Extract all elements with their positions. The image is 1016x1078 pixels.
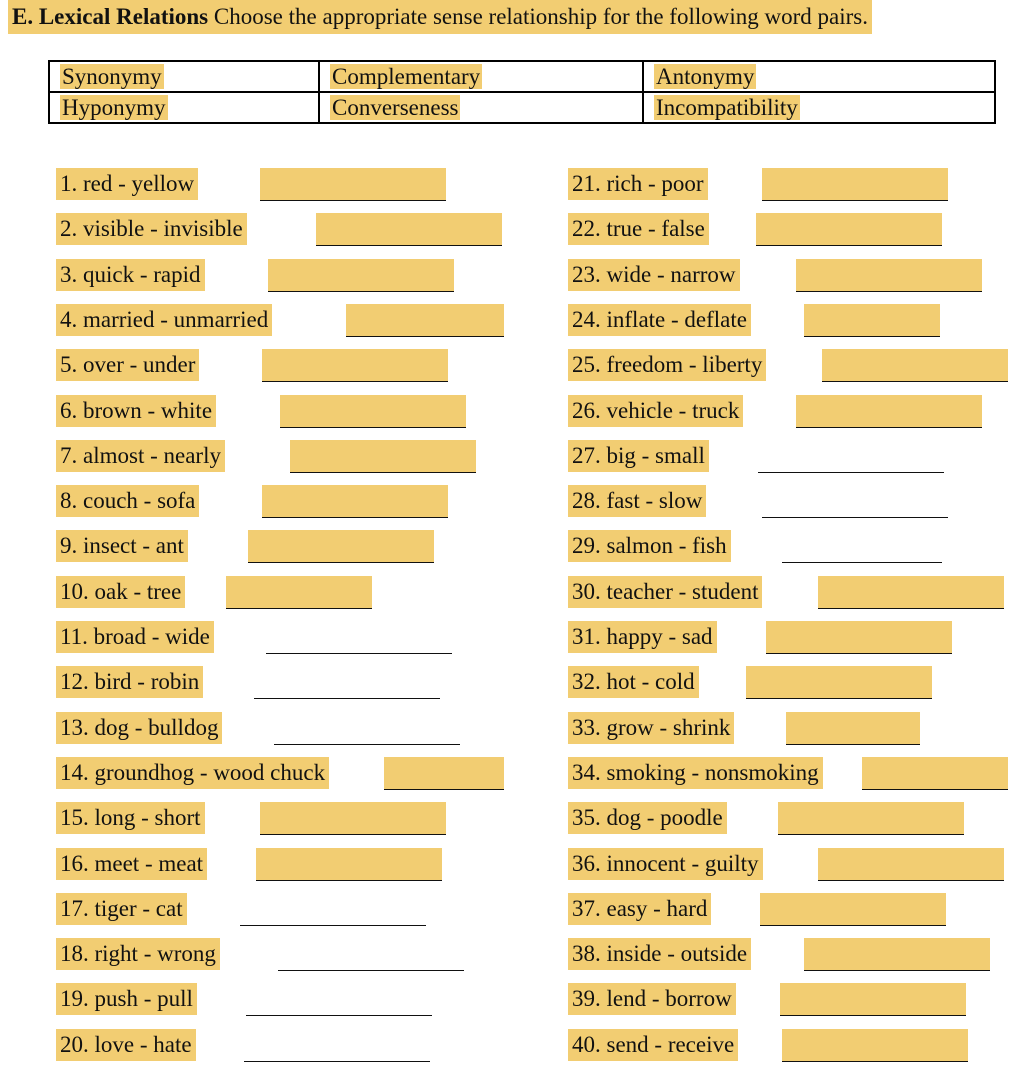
relations-choice-table: [48, 60, 996, 124]
left-answer-blank-6[interactable]: [280, 395, 466, 428]
right-word-pair-5: 25. freedom - liberty: [568, 349, 766, 381]
right-answer-blank-6[interactable]: [796, 395, 982, 428]
right-answer-blank-19[interactable]: [780, 983, 966, 1016]
right-answer-blank-9[interactable]: [782, 530, 942, 563]
left-word-pair-7: 7. almost - nearly: [56, 440, 225, 472]
left-answer-blank-20[interactable]: [244, 1029, 430, 1062]
left-word-pair-5: 5. over - under: [56, 349, 199, 381]
left-word-pair-2: 2. visible - invisible: [56, 213, 247, 245]
left-word-pair-19: 19. push - pull: [56, 983, 197, 1015]
choice-synonymy: Synonymy: [62, 64, 162, 89]
right-answer-blank-1[interactable]: [762, 168, 948, 201]
left-word-pair-1: 1. red - yellow: [56, 168, 198, 200]
left-word-pair-10: 10. oak - tree: [56, 576, 185, 608]
left-answer-blank-5[interactable]: [262, 349, 448, 382]
left-answer-blank-12[interactable]: [254, 666, 440, 699]
left-answer-blank-7[interactable]: [290, 440, 476, 473]
exercise-label: E. Lexical Relations: [12, 4, 209, 29]
exercise-instruction: Choose the appropriate sense relationship for the following word pairs.: [208, 4, 868, 29]
left-word-pair-12: 12. bird - robin: [56, 666, 203, 698]
choice-cell: [643, 92, 995, 123]
right-answer-blank-15[interactable]: [778, 802, 964, 835]
choice-complementary: Complementary: [332, 64, 481, 89]
right-answer-blank-5[interactable]: [822, 349, 1008, 382]
left-answer-blank-4[interactable]: [346, 304, 504, 337]
right-word-pair-13: 33. grow - shrink: [568, 712, 734, 744]
right-answer-blank-4[interactable]: [804, 304, 940, 337]
right-word-pair-15: 35. dog - poodle: [568, 802, 727, 834]
left-word-pair-9: 9. insect - ant: [56, 530, 188, 562]
right-answer-blank-11[interactable]: [766, 621, 952, 654]
choice-cell: [49, 61, 319, 92]
left-word-pair-16: 16. meet - meat: [56, 848, 207, 880]
right-word-pair-16: 36. innocent - guilty: [568, 848, 763, 880]
left-answer-blank-9[interactable]: [248, 530, 434, 563]
right-answer-blank-12[interactable]: [746, 666, 932, 699]
choice-cell: [319, 61, 643, 92]
right-word-pair-12: 32. hot - cold: [568, 666, 699, 698]
right-answer-blank-13[interactable]: [786, 712, 920, 745]
right-word-pair-2: 22. true - false: [568, 213, 709, 245]
right-word-pair-20: 40. send - receive: [568, 1029, 738, 1061]
choice-incompatibility: Incompatibility: [656, 95, 798, 120]
right-word-pair-18: 38. inside - outside: [568, 938, 751, 970]
right-answer-blank-8[interactable]: [762, 485, 948, 518]
right-answer-blank-20[interactable]: [782, 1029, 968, 1062]
left-answer-blank-8[interactable]: [262, 485, 448, 518]
left-answer-blank-19[interactable]: [246, 983, 432, 1016]
choice-converseness: Converseness: [332, 95, 459, 120]
left-word-pair-11: 11. broad - wide: [56, 621, 214, 653]
right-word-pair-19: 39. lend - borrow: [568, 983, 736, 1015]
right-answer-blank-17[interactable]: [760, 893, 946, 926]
right-word-pair-9: 29. salmon - fish: [568, 530, 731, 562]
left-answer-blank-10[interactable]: [226, 576, 372, 609]
choice-row: [49, 61, 995, 92]
right-word-pair-11: 31. happy - sad: [568, 621, 717, 653]
right-answer-blank-18[interactable]: [804, 938, 990, 971]
choice-cell: [643, 61, 995, 92]
right-word-pair-8: 28. fast - slow: [568, 485, 706, 517]
left-word-pair-13: 13. dog - bulldog: [56, 712, 222, 744]
right-word-pair-3: 23. wide - narrow: [568, 259, 740, 291]
left-word-pair-4: 4. married - unmarried: [56, 304, 272, 336]
choice-row: [49, 92, 995, 123]
right-word-pair-1: 21. rich - poor: [568, 168, 708, 200]
left-answer-blank-18[interactable]: [278, 938, 464, 971]
right-word-pair-4: 24. inflate - deflate: [568, 304, 751, 336]
left-answer-blank-15[interactable]: [260, 802, 446, 835]
choice-cell: [319, 92, 643, 123]
right-word-pair-6: 26. vehicle - truck: [568, 395, 743, 427]
left-answer-blank-3[interactable]: [268, 259, 454, 292]
right-answer-blank-14[interactable]: [862, 757, 1008, 790]
left-word-pair-3: 3. quick - rapid: [56, 259, 205, 291]
left-answer-blank-13[interactable]: [274, 712, 460, 745]
left-word-pair-14: 14. groundhog - wood chuck: [56, 757, 329, 789]
choice-hyponymy: Hyponymy: [62, 95, 166, 120]
left-word-pair-20: 20. love - hate: [56, 1029, 196, 1061]
right-word-pair-10: 30. teacher - student: [568, 576, 762, 608]
right-answer-blank-16[interactable]: [818, 848, 1004, 881]
left-word-pair-18: 18. right - wrong: [56, 938, 220, 970]
right-answer-blank-3[interactable]: [796, 259, 982, 292]
right-answer-blank-7[interactable]: [758, 440, 944, 473]
choice-cell: [49, 92, 319, 123]
exercise-header: [8, 0, 872, 34]
left-word-pair-15: 15. long - short: [56, 802, 205, 834]
left-answer-blank-16[interactable]: [256, 848, 442, 881]
right-answer-blank-2[interactable]: [756, 213, 942, 246]
left-answer-blank-17[interactable]: [240, 893, 426, 926]
left-answer-blank-14[interactable]: [384, 757, 504, 790]
left-word-pair-8: 8. couch - sofa: [56, 485, 199, 517]
right-word-pair-17: 37. easy - hard: [568, 893, 711, 925]
right-word-pair-7: 27. big - small: [568, 440, 709, 472]
left-answer-blank-11[interactable]: [266, 621, 452, 654]
left-answer-blank-1[interactable]: [260, 168, 446, 201]
choice-antonymy: Antonymy: [656, 64, 755, 89]
left-word-pair-17: 17. tiger - cat: [56, 893, 187, 925]
left-word-pair-6: 6. brown - white: [56, 395, 216, 427]
left-answer-blank-2[interactable]: [316, 213, 502, 246]
right-word-pair-14: 34. smoking - nonsmoking: [568, 757, 823, 789]
right-answer-blank-10[interactable]: [818, 576, 1004, 609]
